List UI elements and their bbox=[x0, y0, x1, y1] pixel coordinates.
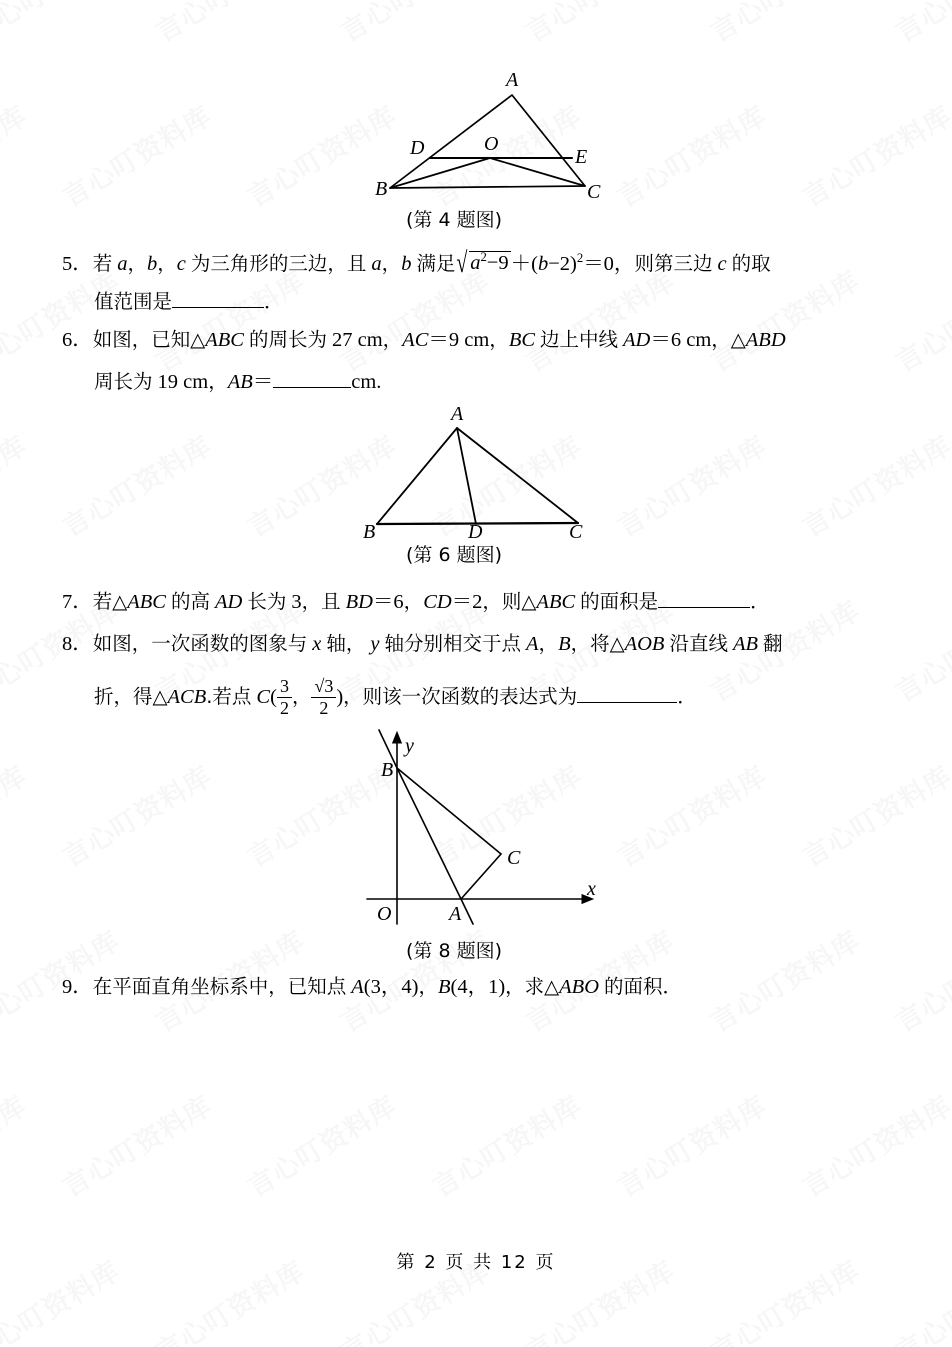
q7-cd: CD bbox=[423, 591, 452, 613]
q8-comma-1: ， bbox=[538, 632, 559, 655]
q8-aob: AOB bbox=[624, 633, 665, 655]
figure4-label-A: A bbox=[506, 69, 519, 91]
q8-paren-open: ( bbox=[270, 686, 277, 709]
q8-text-2: 轴， bbox=[326, 632, 366, 655]
q9-comma-1: ， bbox=[418, 975, 438, 998]
q8-line2-text-3: ，则该一次函数的表达式为 bbox=[343, 685, 578, 709]
q6-answer-blank[interactable] bbox=[273, 387, 351, 388]
q5-text-4: 则第三边 bbox=[634, 252, 713, 275]
figure8-label-C: C bbox=[507, 847, 521, 869]
question-5-line-2 bbox=[94, 292, 284, 313]
q6-value-1: 27 cm bbox=[331, 329, 383, 351]
q5-var-b: b bbox=[147, 253, 158, 275]
q5-number: 5． bbox=[62, 253, 93, 275]
q9-a: A bbox=[351, 976, 364, 998]
q6-text-2: 的周长为 bbox=[248, 328, 327, 351]
q6-unit: cm. bbox=[351, 371, 382, 393]
q5-cvar: c bbox=[717, 253, 727, 275]
figure4-caption: (第 4 题图) bbox=[406, 209, 502, 231]
figure8-label-A: A bbox=[449, 903, 462, 925]
q6-text-1: 如图，已知△ bbox=[92, 328, 206, 351]
figure-question-6 bbox=[362, 398, 592, 538]
q5-comma-3: ， bbox=[381, 252, 402, 275]
q8-text-5: 沿直线 bbox=[669, 632, 728, 655]
figure4-label-C: C bbox=[587, 181, 601, 198]
question-6-line-2 bbox=[94, 372, 381, 393]
q7-value-2: ＝6 bbox=[372, 591, 404, 613]
q5-comma-2: ， bbox=[157, 252, 177, 275]
figure4-label-B: B bbox=[375, 178, 388, 198]
question-7-line-1 bbox=[62, 592, 770, 613]
q9-text-1: 在平面直角坐标系中，已知点 bbox=[92, 975, 347, 998]
q5-answer-blank[interactable] bbox=[172, 307, 264, 308]
figure8-label-O: O bbox=[377, 903, 392, 925]
figure4-label-D: D bbox=[410, 137, 425, 159]
q7-number: 7． bbox=[62, 591, 93, 613]
q6-comma-3: ，△ bbox=[711, 328, 746, 351]
q7-comma-1: ，且 bbox=[301, 590, 341, 613]
q8-line2-text-1: 折，得△ bbox=[94, 685, 168, 709]
q8-acb: ACB bbox=[167, 686, 207, 709]
q7-comma-2: ， bbox=[403, 590, 424, 613]
q5-var-a: a bbox=[117, 253, 128, 275]
q8-period: ． bbox=[677, 685, 697, 709]
q6-abd: ABD bbox=[745, 329, 786, 351]
q5-var-a2: a bbox=[371, 253, 382, 275]
q8-frac2-numerator: √3 bbox=[314, 676, 334, 696]
q8-fraction-y bbox=[311, 677, 336, 718]
q9-text-2: ，求△ bbox=[505, 975, 560, 998]
figure4-label-O: O bbox=[484, 133, 499, 155]
figure8-label-y-axis: y bbox=[405, 735, 414, 757]
q6-comma-1: ， bbox=[382, 328, 403, 351]
q7-comma-3: ，则△ bbox=[482, 590, 537, 613]
q8-y: y bbox=[370, 633, 380, 655]
q9-abo: ABO bbox=[559, 976, 600, 998]
q8-b: B bbox=[558, 633, 571, 655]
question-6-line-1 bbox=[62, 330, 786, 351]
question-8-line-1 bbox=[62, 634, 783, 655]
q6-line2-text: 周长为 bbox=[94, 370, 153, 393]
q5-bminus: −2) bbox=[548, 253, 577, 275]
q9-number: 9． bbox=[62, 976, 93, 998]
q8-frac-comma: ， bbox=[291, 685, 312, 709]
q8-answer-blank[interactable] bbox=[577, 702, 677, 703]
figure6-label-A: A bbox=[451, 403, 464, 425]
figure8-caption: (第 8 题图) bbox=[406, 940, 502, 962]
figure8-label-x-axis: x bbox=[587, 878, 596, 900]
figure6-caption: (第 6 题图) bbox=[406, 544, 502, 566]
q5-text-1: 若 bbox=[92, 252, 113, 275]
figure4-label-E: E bbox=[575, 146, 588, 168]
question-8-line-2 bbox=[94, 678, 697, 719]
figure-question-8 bbox=[355, 728, 605, 928]
q8-text-4: ，将△ bbox=[570, 632, 625, 655]
q8-cvar: C bbox=[256, 686, 271, 709]
q8-text-1: 如图，一次函数的图象与 bbox=[92, 632, 308, 655]
q8-paren-close: ) bbox=[336, 686, 344, 709]
q8-text-6: 翻 bbox=[763, 632, 783, 655]
q5-line2-text: 值范围是 bbox=[94, 290, 173, 313]
q8-fraction-x bbox=[277, 677, 292, 718]
q6-value-3: ＝6 cm bbox=[650, 329, 712, 351]
q6-ac: AC bbox=[402, 329, 429, 351]
figure8-label-B: B bbox=[381, 759, 394, 781]
q8-frac2-denominator: 2 bbox=[311, 697, 336, 718]
q6-ab: AB bbox=[227, 371, 253, 393]
q5-comma-1: ， bbox=[127, 252, 148, 275]
q7-abc: ABC bbox=[127, 591, 166, 613]
q6-line2-value: 19 cm bbox=[157, 371, 209, 393]
q7-abc-2: ABC bbox=[536, 591, 576, 613]
radical-sign: √ bbox=[456, 247, 468, 280]
q5-bvar: b bbox=[537, 253, 549, 275]
q7-text-1: 若△ bbox=[92, 590, 128, 613]
radical-body bbox=[469, 251, 510, 274]
q8-a: A bbox=[526, 633, 539, 655]
q5-text-2: 为三角形的三边，且 bbox=[190, 252, 367, 275]
page-footer: 第 2 页 共 12 页 bbox=[396, 1252, 556, 1273]
q5-var-c: c bbox=[176, 253, 186, 275]
q8-line2-text-2: .若点 bbox=[206, 685, 252, 709]
q6-bc: BC bbox=[508, 329, 536, 351]
q5-rad-var: a bbox=[470, 252, 481, 274]
q7-text-2: 的高 bbox=[170, 590, 210, 613]
q8-frac1-denominator: 2 bbox=[277, 697, 292, 718]
q8-text-3: 轴分别相交于点 bbox=[384, 632, 522, 655]
q8-number: 8． bbox=[62, 633, 93, 655]
q5-plus: ＋( bbox=[510, 253, 538, 275]
q7-text-4: 的面积是 bbox=[580, 590, 659, 613]
q6-text-3: 边上中线 bbox=[540, 328, 619, 351]
q6-value-2: ＝9 cm bbox=[428, 329, 490, 351]
q9-b-coord: (4，1) bbox=[450, 976, 506, 998]
q6-comma-2: ， bbox=[489, 328, 509, 351]
question-9-line-1 bbox=[62, 977, 682, 998]
q8-x: x bbox=[312, 633, 322, 655]
q7-ad: AD bbox=[214, 591, 243, 613]
q6-number: 6． bbox=[62, 329, 93, 351]
q7-text-3: 长为 bbox=[247, 590, 287, 613]
q5-rad-exponent: 2 bbox=[480, 250, 487, 265]
q6-equals: ＝ bbox=[252, 371, 274, 393]
figure6-label-C: C bbox=[569, 521, 583, 538]
q7-value-3: ＝2 bbox=[451, 591, 483, 613]
q6-abc: ABC bbox=[205, 329, 244, 351]
question-5-line-1 bbox=[62, 247, 771, 280]
q7-period: ． bbox=[750, 590, 770, 613]
q6-line2-comma: ， bbox=[208, 370, 228, 393]
q9-text-3: 的面积． bbox=[604, 975, 683, 998]
q5-rad-minus: −9 bbox=[486, 252, 509, 274]
q5-equals: ＝0， bbox=[583, 253, 635, 275]
q7-value-1: 3 bbox=[291, 591, 302, 613]
q7-answer-blank[interactable] bbox=[658, 607, 750, 608]
q5-text-3: 满足 bbox=[416, 252, 456, 275]
q9-a-coord: (3，4) bbox=[363, 976, 419, 998]
q6-ad: AD bbox=[623, 329, 651, 351]
q9-b: B bbox=[437, 976, 451, 998]
q8-ab: AB bbox=[732, 633, 759, 655]
q5-text-5: 的取 bbox=[731, 252, 771, 275]
q5-var-b2: b bbox=[401, 253, 412, 275]
figure6-label-B: B bbox=[363, 521, 376, 538]
q7-bd: BD bbox=[345, 591, 373, 613]
q8-frac1-numerator: 3 bbox=[279, 676, 289, 696]
figure-question-4 bbox=[372, 68, 622, 198]
q5-radical bbox=[455, 247, 510, 280]
q5-period: ． bbox=[264, 290, 284, 313]
figure6-label-D: D bbox=[468, 521, 483, 538]
q5-bexp: 2 bbox=[576, 251, 584, 266]
